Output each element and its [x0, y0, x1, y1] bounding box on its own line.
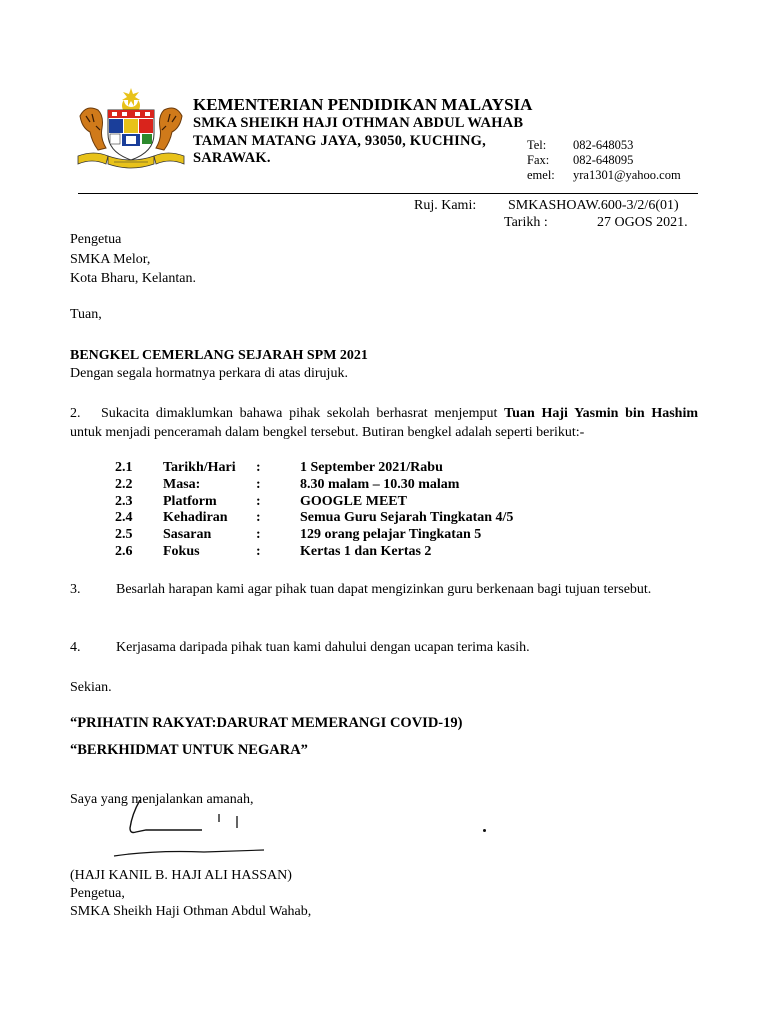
- details-value: Kertas 1 dan Kertas 2: [300, 543, 432, 559]
- date-label: Tarikh :: [504, 215, 548, 230]
- date-value: 27 OGOS 2021.: [597, 215, 688, 230]
- contact-tel: [527, 138, 633, 153]
- handwritten-signature: [100, 800, 300, 862]
- details-row: [115, 494, 513, 511]
- reference-label: Ruj. Kami:: [414, 198, 477, 213]
- intro-paragraph: Dengan segala hormatnya perkara di atas dirujuk.: [70, 366, 348, 381]
- signatory-school: SMKA Sheikh Haji Othman Abdul Wahab,: [70, 904, 312, 919]
- tel-value: 082-648053: [573, 138, 634, 152]
- details-separator: :: [256, 460, 261, 475]
- details-number: 2.6: [115, 543, 133, 559]
- slogan-1: “PRIHATIN RAKYAT:DARURAT MEMERANGI COVID-19): [70, 715, 463, 731]
- details-number: 2.3: [115, 493, 133, 509]
- email-value: yra1301@yahoo.com: [573, 168, 681, 182]
- school-name: SMKA SHEIKH HAJI OTHMAN ABDUL WAHAB: [193, 115, 524, 131]
- details-row: [115, 544, 513, 561]
- paragraph-3-text: Besarlah harapan kami agar pihak tuan dapat mengizinkan guru berkenaan bagi tujuan tersebut.: [116, 582, 652, 597]
- workshop-details-table: [115, 460, 513, 561]
- fax-value: 082-648095: [573, 153, 634, 167]
- details-label: Tarikh/Hari: [163, 460, 236, 475]
- salutation: Tuan,: [70, 307, 102, 322]
- paragraph-4-number: 4.: [70, 640, 81, 655]
- details-label: Fokus: [163, 543, 200, 559]
- details-row: [115, 460, 513, 477]
- details-number: 2.1: [115, 460, 133, 475]
- details-number: 2.5: [115, 527, 133, 543]
- paragraph-2-text-before: Sukacita dimaklumkan bahawa pihak sekolah berhasrat menjemput: [101, 406, 505, 421]
- details-label: Platform: [163, 493, 217, 509]
- details-row: [115, 510, 513, 527]
- details-separator: :: [256, 527, 261, 543]
- details-label: Kehadiran: [163, 510, 228, 526]
- details-separator: :: [256, 510, 261, 526]
- speaker-name: Tuan Haji Yasmin bin Hashim: [504, 406, 698, 421]
- details-number: 2.2: [115, 476, 133, 492]
- details-value: Semua Guru Sejarah Tingkatan 4/5: [300, 510, 514, 526]
- recipient-line-2: SMKA Melor,: [70, 252, 151, 267]
- details-label: Masa:: [163, 476, 201, 492]
- fax-label: Fax:: [527, 153, 550, 167]
- details-separator: :: [256, 493, 261, 509]
- details-row: [115, 477, 513, 494]
- contact-email: [527, 168, 681, 183]
- details-number: 2.4: [115, 510, 133, 526]
- details-value: 8.30 malam – 10.30 malam: [300, 476, 460, 492]
- paragraph-2-text-after: untuk menjadi penceramah dalam bengkel tersebut. Butiran bengkel adalah seperti berikut:-: [70, 425, 585, 440]
- details-separator: :: [256, 543, 261, 559]
- ink-dot: [483, 829, 486, 832]
- paragraph-2: [70, 404, 698, 442]
- sign-off: Saya yang menjalankan amanah,: [70, 792, 254, 807]
- slogan-2: “BERKHIDMAT UNTUK NEGARA”: [70, 742, 308, 758]
- signatory-name: (HAJI KANIL B. HAJI ALI HASSAN): [70, 868, 292, 883]
- paragraph-2-number: 2.: [70, 406, 81, 421]
- ministry-name: KEMENTERIAN PENDIDIKAN MALAYSIA: [193, 95, 533, 114]
- tel-label: Tel:: [527, 138, 547, 152]
- closing: Sekian.: [70, 680, 112, 695]
- recipient-line-1: Pengetua: [70, 232, 122, 247]
- details-label: Sasaran: [163, 527, 212, 543]
- paragraph-4-text: Kerjasama daripada pihak tuan kami dahului dengan ucapan terima kasih.: [116, 640, 530, 655]
- details-value: 1 September 2021/Rabu: [300, 460, 443, 475]
- details-row: [115, 527, 513, 544]
- subject-line: BENGKEL CEMERLANG SEJARAH SPM 2021: [70, 348, 368, 363]
- email-label: emel:: [527, 168, 555, 182]
- address-line-1: TAMAN MATANG JAYA, 93050, KUCHING,: [193, 133, 486, 149]
- details-separator: :: [256, 476, 261, 492]
- signatory-title: Pengetua,: [70, 886, 125, 901]
- paragraph-3-number: 3.: [70, 582, 81, 597]
- malaysia-coat-of-arms-icon: [72, 86, 190, 170]
- letterhead-divider: [78, 193, 698, 194]
- address-line-2: SARAWAK.: [193, 150, 271, 166]
- details-value: GOOGLE MEET: [300, 493, 407, 509]
- details-value: 129 orang pelajar Tingkatan 5: [300, 527, 482, 543]
- reference-value: SMKASHOAW.600-3/2/6(01): [508, 198, 679, 213]
- recipient-line-3: Kota Bharu, Kelantan.: [70, 271, 196, 286]
- contact-fax: [527, 153, 633, 168]
